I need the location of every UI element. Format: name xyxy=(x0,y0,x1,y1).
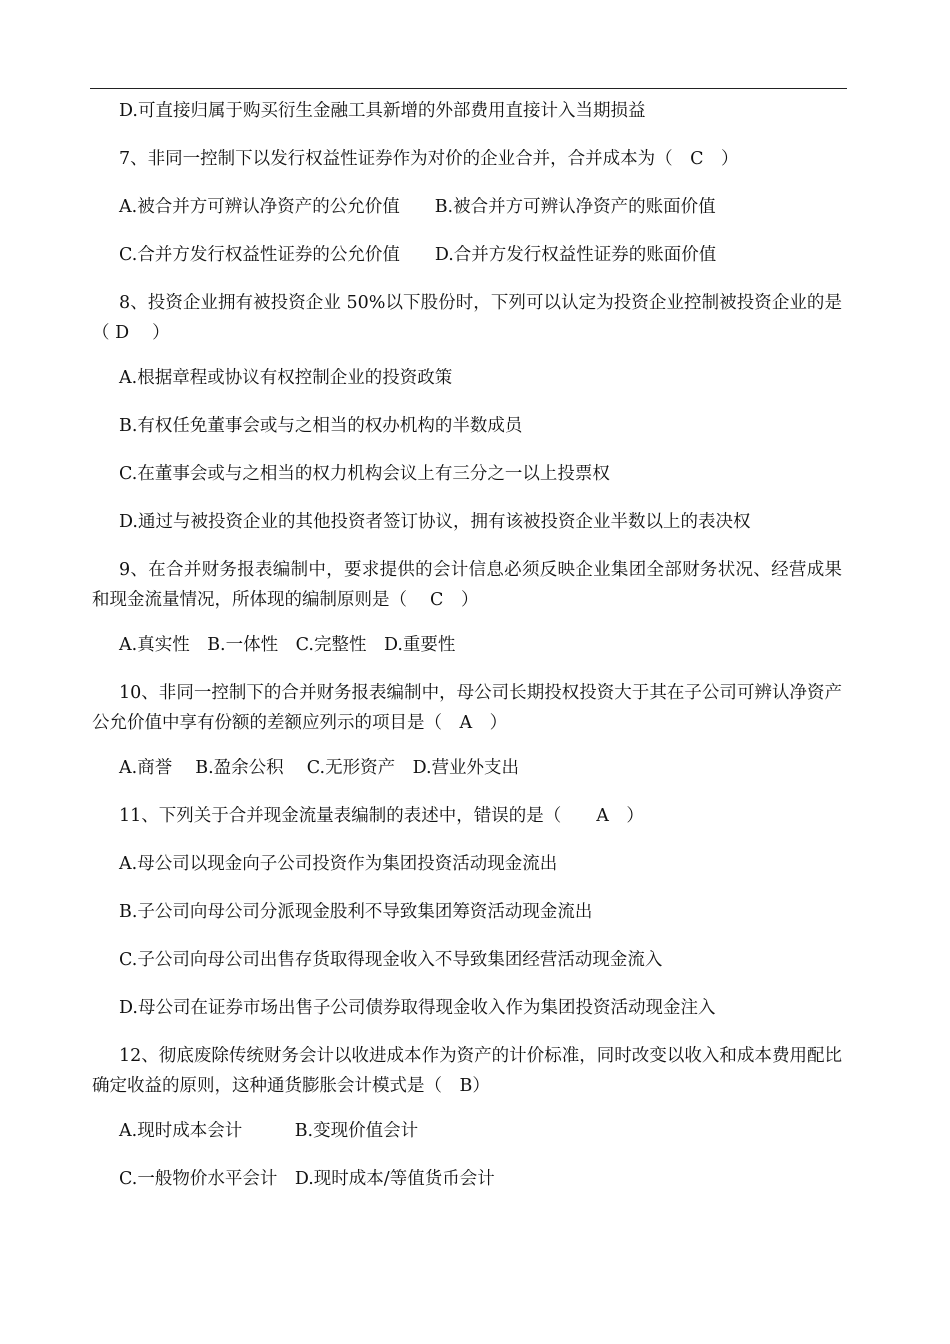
option-line: D.可直接归属于购买衍生金融工具新增的外部费用直接计入当期损益 xyxy=(119,101,646,121)
question-8-option-a: A.根据章程或协议有权控制企业的投资政策 xyxy=(119,368,453,388)
question-9-options: A.真实性 B.一体性 C.完整性 D.重要性 xyxy=(119,635,456,655)
question-11-option-d: D.母公司在证券市场出售子公司债券取得现金收入作为集团投资活动现金注入 xyxy=(119,998,716,1018)
question-12-options-cd: C.一般物价水平会计 D.现时成本/等值货币会计 xyxy=(119,1169,495,1189)
question-8-option-d: D.通过与被投资企业的其他投资者签订协议，拥有该被投资企业半数以上的表决权 xyxy=(119,512,751,532)
question-12: 12、彻底废除传统财务会计以收进成本作为资产的计价标准，同时改变以收入和成本费用配比确定收益的原则，这种通货膨胀会计模式是（ B） xyxy=(92,1046,842,1096)
question-11: 11、下列关于合并现金流量表编制的表述中，错误的是（ A ） xyxy=(119,806,644,826)
question-7-options-ab: A.被合并方可辨认净资产的公允价值 B.被合并方可辨认净资产的账面价值 xyxy=(119,197,716,217)
question-10-options: A.商誉 B.盈余公积 C.无形资产 D.营业外支出 xyxy=(119,758,520,778)
header-rule xyxy=(90,88,847,89)
question-8-option-b: B.有权任免董事会或与之相当的权办机构的半数成员 xyxy=(119,416,523,436)
question-8: 8、投资企业拥有被投资企业 50%以下股份时，下列可以认定为投资企业控制被投资企业的是（ D ） xyxy=(92,293,842,343)
document-body xyxy=(92,99,842,1191)
question-7-options-cd: C.合并方发行权益性证券的公允价值 D.合并方发行权益性证券的账面价值 xyxy=(119,245,717,265)
question-11-option-a: A.母公司以现金向子公司投资作为集团投资活动现金流出 xyxy=(119,854,558,874)
question-11-option-c: C.子公司向母公司出售存货取得现金收入不导致集团经营活动现金流入 xyxy=(119,950,663,970)
question-8-option-c: C.在董事会或与之相当的权力机构会议上有三分之一以上投票权 xyxy=(119,464,610,484)
question-10: 10、非同一控制下的合并财务报表编制中，母公司长期投权投资大于其在子公司可辨认净资产公允价值中享有份额的差额应列示的项目是（ A ） xyxy=(92,683,842,733)
question-9: 9、在合并财务报表编制中，要求提供的会计信息必须反映企业集团全部财务状况、经营成果和现金流量情况，所体现的编制原则是（ C ） xyxy=(92,560,842,610)
question-7: 7、非同一控制下以发行权益性证券作为对价的企业合并，合并成本为（ C ） xyxy=(119,149,739,169)
question-12-options-ab: A.现时成本会计 B.变现价值会计 xyxy=(119,1121,419,1141)
question-11-option-b: B.子公司向母公司分派现金股利不导致集团筹资活动现金流出 xyxy=(119,902,593,922)
